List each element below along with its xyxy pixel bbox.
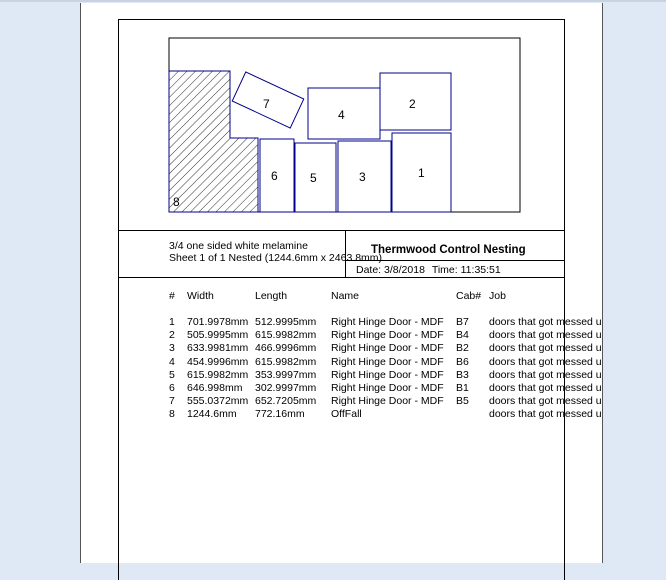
row-length: 615.9982mm bbox=[255, 329, 317, 342]
row-width: 555.0372mm bbox=[187, 395, 249, 408]
row-cab: B3 bbox=[456, 368, 469, 381]
date-time-line bbox=[356, 264, 501, 276]
row-job: doors that got messed u bbox=[489, 329, 602, 342]
row-cab: B2 bbox=[456, 342, 469, 355]
row-name: Right Hinge Door - MDF bbox=[331, 395, 444, 408]
row-length: 302.9997mm bbox=[255, 381, 317, 394]
row-job: doors that got messed u bbox=[489, 355, 602, 368]
row-number: 3 bbox=[169, 342, 175, 355]
part-label: 1 bbox=[418, 166, 425, 180]
date-value: 3/8/2018 bbox=[384, 264, 425, 276]
row-job: doors that got messed u bbox=[489, 342, 602, 355]
header-length: Length bbox=[255, 290, 288, 302]
part-label: 8 bbox=[173, 195, 180, 209]
date-label: Date: bbox=[356, 264, 382, 276]
nesting-sheet-diagram bbox=[119, 20, 564, 235]
row-job: doors that got messed u bbox=[489, 368, 602, 381]
row-length: 772.16mm bbox=[255, 408, 305, 421]
part-label: 5 bbox=[310, 171, 317, 185]
row-name: Right Hinge Door - MDF bbox=[331, 381, 444, 394]
row-name: Right Hinge Door - MDF bbox=[331, 342, 444, 355]
table-row bbox=[169, 329, 602, 342]
header-number: # bbox=[169, 290, 175, 302]
row-length: 512.9995mm bbox=[255, 316, 317, 328]
material-text: 3/4 one sided white melamine bbox=[169, 240, 308, 252]
row-cab: B5 bbox=[456, 395, 469, 408]
header-cab: Cab# bbox=[456, 290, 482, 302]
part-label: 4 bbox=[338, 108, 345, 122]
row-job: doors that got messed u bbox=[489, 316, 602, 328]
row-number: 7 bbox=[169, 395, 175, 408]
table-row bbox=[169, 408, 602, 421]
table-row bbox=[169, 381, 602, 395]
header-name: Name bbox=[331, 290, 360, 302]
row-name: Right Hinge Door - MDF bbox=[331, 355, 444, 368]
row-job: doors that got messed u bbox=[489, 395, 602, 408]
part-label: 6 bbox=[271, 169, 278, 183]
time-value: 11:35:51 bbox=[460, 264, 501, 276]
row-width: 454.9996mm bbox=[187, 355, 249, 368]
window-top-border bbox=[0, 0, 666, 2]
row-name: Right Hinge Door - MDF bbox=[331, 368, 444, 381]
row-cab: B4 bbox=[456, 329, 469, 342]
row-name: Right Hinge Door - MDF bbox=[331, 316, 444, 328]
row-number: 6 bbox=[169, 381, 175, 394]
row-width: 505.9995mm bbox=[187, 329, 249, 342]
header-width: Width bbox=[187, 290, 214, 302]
divider bbox=[119, 277, 564, 278]
part-label: 7 bbox=[263, 97, 270, 111]
row-width: 615.9982mm bbox=[187, 368, 249, 381]
row-width: 701.9978mm bbox=[187, 316, 249, 328]
table-row bbox=[169, 395, 602, 408]
row-number: 8 bbox=[169, 408, 175, 421]
row-length: 652.7205mm bbox=[255, 395, 317, 408]
table-row bbox=[169, 342, 602, 355]
row-cab: B6 bbox=[456, 355, 469, 368]
row-number: 1 bbox=[169, 316, 175, 328]
row-length: 466.9996mm bbox=[255, 342, 317, 355]
row-job: doors that got messed u bbox=[489, 381, 602, 394]
header-job: Job bbox=[489, 290, 506, 302]
report-frame bbox=[118, 19, 602, 580]
part-8-offfall bbox=[169, 71, 258, 212]
time-label: Time: bbox=[431, 264, 458, 276]
part-label: 3 bbox=[359, 170, 366, 184]
divider bbox=[119, 230, 564, 231]
row-length: 353.9997mm bbox=[255, 368, 317, 381]
row-cab: B7 bbox=[456, 316, 469, 328]
row-width: 633.9981mm bbox=[187, 342, 249, 355]
table-row bbox=[169, 355, 602, 369]
print-preview-page bbox=[80, 3, 603, 563]
row-number: 4 bbox=[169, 355, 175, 368]
row-width: 1244.6mm bbox=[187, 408, 237, 421]
parts-table bbox=[169, 290, 602, 422]
row-name: OffFall bbox=[331, 408, 362, 421]
row-number: 2 bbox=[169, 329, 175, 342]
table-row bbox=[169, 316, 602, 329]
table-row bbox=[169, 368, 602, 382]
sheet-info-text: Sheet 1 of 1 Nested (1244.6mm x 2463.8mm) bbox=[169, 252, 383, 264]
row-cab: B1 bbox=[456, 381, 469, 394]
row-length: 615.9982mm bbox=[255, 355, 317, 368]
part-label: 2 bbox=[409, 97, 416, 111]
row-width: 646.998mm bbox=[187, 381, 243, 394]
row-name: Right Hinge Door - MDF bbox=[331, 329, 444, 342]
row-number: 5 bbox=[169, 368, 175, 381]
company-title: Thermwood Control Nesting bbox=[371, 244, 526, 256]
row-job: doors that got messed u bbox=[489, 408, 602, 421]
table-header bbox=[169, 290, 569, 316]
